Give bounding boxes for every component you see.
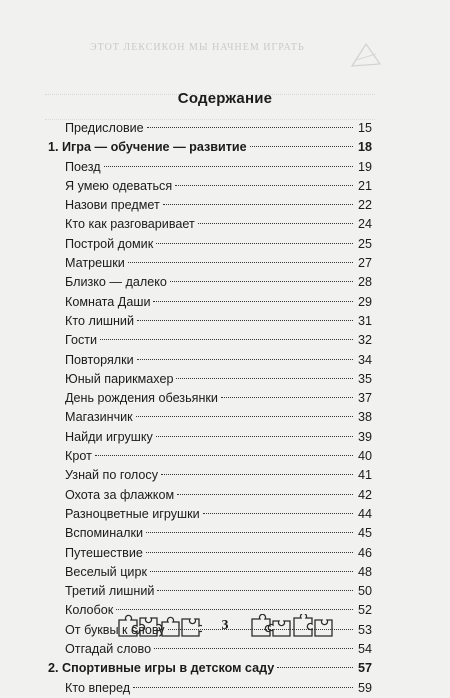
dot-leader xyxy=(198,223,353,224)
toc-entry xyxy=(40,428,372,447)
toc-entry-title: От буквы к слову xyxy=(65,622,165,637)
toc-entry xyxy=(40,119,372,138)
toc-entry-title: Вспоминалки xyxy=(65,526,144,541)
toc-entry-title: Повторялки xyxy=(65,352,134,367)
toc-section-heading xyxy=(40,659,372,678)
toc-entry-title: Предисловие xyxy=(65,121,144,135)
toc-entry-title: Колобок xyxy=(65,603,114,618)
toc-entry xyxy=(40,447,372,466)
toc-entry xyxy=(40,544,372,563)
toc-entry-page: 46 xyxy=(357,545,372,560)
dot-leader xyxy=(150,571,353,572)
dot-leader xyxy=(177,494,353,495)
dot-leader xyxy=(156,436,353,437)
dot-leader xyxy=(175,185,353,186)
toc-entry-title: Матрешки xyxy=(65,256,125,271)
toc-entry xyxy=(40,158,372,177)
toc-entry-title: Третий лишний xyxy=(65,584,155,599)
toc-entry-page: 15 xyxy=(357,121,372,135)
toc-entry-title: Кто лишний xyxy=(65,313,134,328)
toc-entry xyxy=(40,215,372,234)
dot-leader xyxy=(156,243,353,244)
table-of-contents xyxy=(40,119,372,698)
show-through-ornament-icon xyxy=(350,40,382,70)
dot-leader xyxy=(161,474,353,475)
toc-entry-page: 25 xyxy=(357,236,372,251)
toc-section-heading xyxy=(40,138,372,157)
toc-entry xyxy=(40,679,372,698)
page-footer xyxy=(0,613,450,639)
toc-entry-title: Узнай по голосу xyxy=(65,468,159,483)
toc-entry xyxy=(40,505,372,524)
toc-entry-page: 22 xyxy=(357,198,372,213)
toc-entry-title: 2. Спортивные игры в детском саду xyxy=(48,661,275,676)
dot-leader xyxy=(133,687,353,688)
toc-entry xyxy=(40,351,372,370)
toc-entry-title: Охота за флажком xyxy=(65,487,175,502)
toc-entry xyxy=(40,293,372,312)
toc-entry xyxy=(40,370,372,389)
toc-entry-title: 1. Игра — обучение — развитие xyxy=(48,140,247,155)
dot-leader xyxy=(170,281,353,282)
toc-entry-page: 40 xyxy=(357,449,372,464)
show-through-text: ЭТОТ ЛЕКСИКОН МЫ НАЧНЕМ ИГРАТЬ xyxy=(90,42,305,53)
toc-entry-title: Построй домик xyxy=(65,236,154,251)
toc-entry xyxy=(40,582,372,601)
toc-entry xyxy=(40,408,372,427)
toc-entry-title: Разноцветные игрушки xyxy=(65,506,200,521)
toc-entry-page: 32 xyxy=(357,333,372,348)
page-title: Содержание xyxy=(177,90,273,107)
dot-leader xyxy=(153,301,353,302)
toc-entry-title: Кто вперед xyxy=(65,680,131,695)
toc-entry xyxy=(40,177,372,196)
toc-entry xyxy=(40,331,372,350)
dot-leader xyxy=(163,204,353,205)
toc-entry xyxy=(40,389,372,408)
dot-leader xyxy=(250,146,353,147)
toc-entry-title: Отгадай слово xyxy=(65,642,152,657)
toc-entry-title: Веселый цирк xyxy=(65,564,147,579)
toc-entry xyxy=(40,312,372,331)
toc-entry-page: 28 xyxy=(357,275,372,290)
toc-entry-title: Гости xyxy=(65,333,98,348)
toc-entry-page: 38 xyxy=(357,410,372,425)
dot-leader xyxy=(137,359,353,360)
dot-leader xyxy=(146,532,353,533)
dot-leader xyxy=(128,262,353,263)
toc-entry xyxy=(40,563,372,582)
dot-leader xyxy=(137,320,353,321)
toc-entry-page: 41 xyxy=(357,468,372,483)
toc-entry-page: 48 xyxy=(357,564,372,579)
dot-leader xyxy=(277,667,353,668)
toc-entry-page: 57 xyxy=(357,661,372,676)
dot-leader xyxy=(100,339,353,340)
toc-entry xyxy=(40,254,372,273)
dot-leader xyxy=(116,609,353,610)
toc-entry-page: 37 xyxy=(357,391,372,406)
toc-entry-title: Путешествие xyxy=(65,545,143,560)
page-number: 3 xyxy=(221,618,229,633)
toc-entry-title: Крот xyxy=(65,449,92,464)
toc-entry-page: 27 xyxy=(357,256,372,271)
toc-entry-page: 45 xyxy=(357,526,372,541)
puzzle-pieces-right-icon xyxy=(249,614,335,638)
dot-leader xyxy=(203,513,353,514)
dot-leader xyxy=(95,455,353,456)
toc-entry-title: День рождения обезьянки xyxy=(65,391,218,406)
puzzle-pieces-left-icon xyxy=(116,614,202,638)
toc-entry-title: Юный парикмахер xyxy=(65,371,174,386)
toc-entry-page: 35 xyxy=(357,371,372,386)
toc-entry xyxy=(40,466,372,485)
toc-entry-page: 52 xyxy=(357,603,372,618)
toc-entry xyxy=(40,196,372,215)
toc-entry-page: 54 xyxy=(357,642,372,657)
toc-entry xyxy=(40,235,372,254)
toc-entry-title: Поезд xyxy=(65,159,101,174)
dot-leader xyxy=(221,397,353,398)
toc-entry xyxy=(40,486,372,505)
toc-entry-page: 18 xyxy=(357,140,372,155)
toc-entry-page: 59 xyxy=(357,680,372,695)
toc-entry-page: 39 xyxy=(357,429,372,444)
toc-entry-page: 24 xyxy=(357,217,372,232)
toc-entry-page: 19 xyxy=(357,159,372,174)
toc-entry-title: Кто как разговаривает xyxy=(65,217,195,232)
toc-entry xyxy=(40,524,372,543)
toc-entry xyxy=(40,273,372,292)
dot-leader xyxy=(147,127,353,128)
dot-leader xyxy=(176,378,353,379)
dot-leader xyxy=(157,590,353,591)
dot-leader xyxy=(104,166,353,167)
toc-entry-title: Я умею одеваться xyxy=(65,178,173,193)
toc-entry-title: Магазинчик xyxy=(65,410,133,425)
toc-entry-page: 53 xyxy=(357,622,372,637)
toc-entry-title: Комната Даши xyxy=(65,294,151,309)
toc-entry-page: 44 xyxy=(357,506,372,521)
toc-entry-title: Назови предмет xyxy=(65,198,160,213)
toc-entry-page: 42 xyxy=(357,487,372,502)
dot-leader xyxy=(146,552,353,553)
toc-entry-page: 29 xyxy=(357,294,372,309)
dot-leader xyxy=(154,648,353,649)
dot-leader xyxy=(136,416,353,417)
toc-entry-page: 21 xyxy=(357,178,372,193)
toc-entry-page: 50 xyxy=(357,584,372,599)
toc-entry-title: Найди игрушку xyxy=(65,429,153,444)
toc-entry-title: Близко — далеко xyxy=(65,275,167,290)
toc-entry-page: 34 xyxy=(357,352,372,367)
toc-entry xyxy=(40,640,372,659)
toc-entry-page: 31 xyxy=(357,313,372,328)
